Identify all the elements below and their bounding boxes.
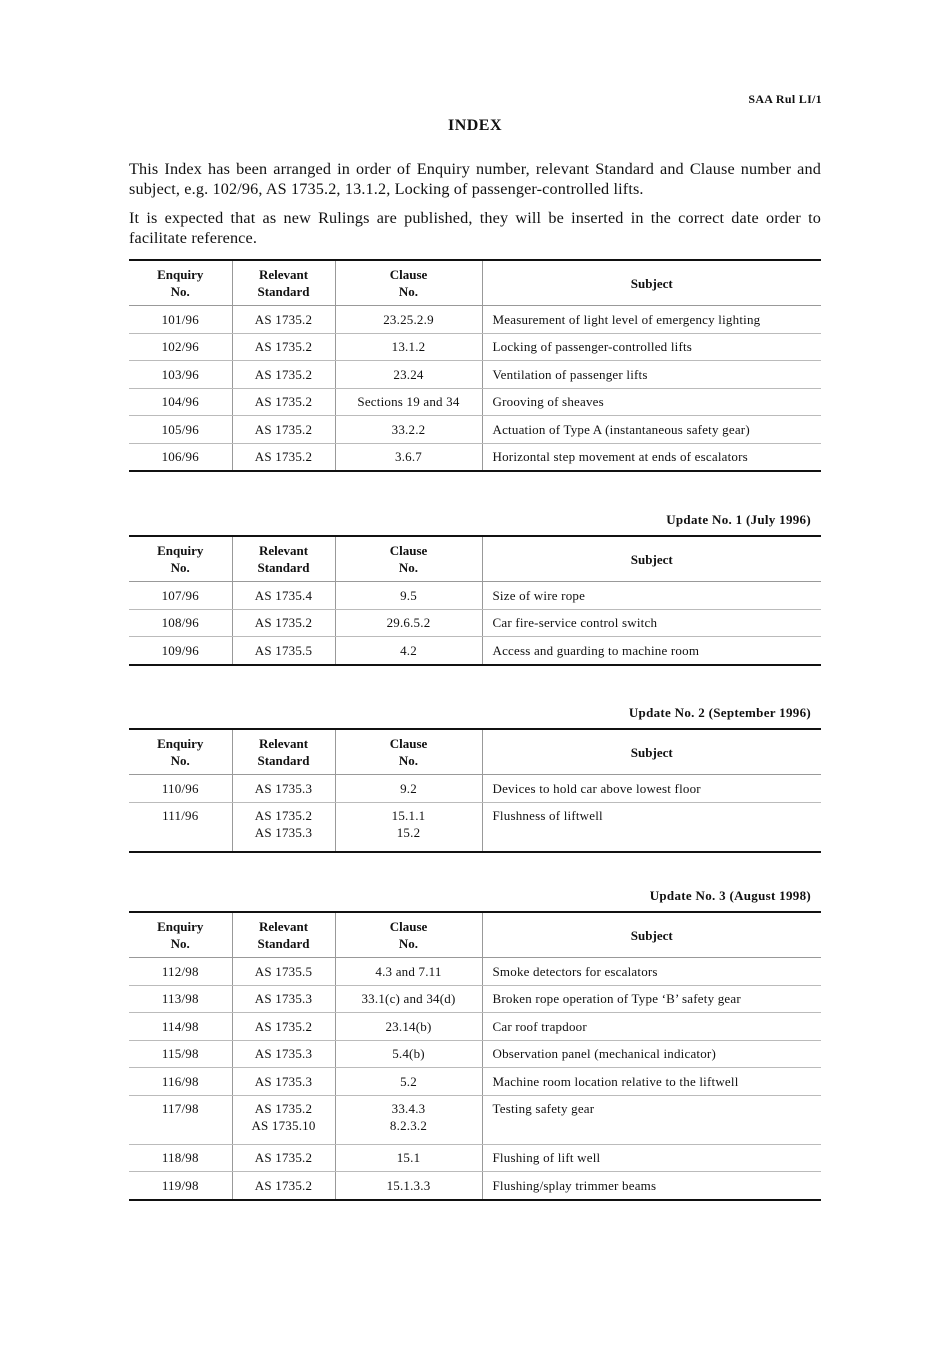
enquiry-cell: 112/98 <box>129 958 232 986</box>
subject-cell: Grooving of sheaves <box>482 388 821 416</box>
clause-cell: Sections 19 and 34 <box>335 388 482 416</box>
column-header-enquiry: Enquiry No. <box>129 729 232 775</box>
clause-cell: 33.2.2 <box>335 416 482 444</box>
page-title: INDEX <box>447 117 503 134</box>
standard-cell: AS 1735.5 <box>232 637 335 665</box>
table-row <box>129 1013 821 1041</box>
update-label: Update No. 3 (August 1998) <box>649 888 811 903</box>
clause-cell: 29.6.5.2 <box>335 609 482 637</box>
enquiry-cell: 115/98 <box>129 1040 232 1068</box>
subject-cell: Smoke detectors for escalators <box>482 958 821 986</box>
standard-cell: AS 1735.2 <box>232 416 335 444</box>
enquiry-cell: 117/98 <box>129 1095 232 1144</box>
table-row <box>129 609 821 637</box>
subject-cell: Access and guarding to machine room <box>482 637 821 665</box>
standard-cell: AS 1735.2 <box>232 443 335 471</box>
subject-cell: Locking of passenger-controlled lifts <box>482 333 821 361</box>
standard-cell: AS 1735.4 <box>232 582 335 610</box>
table-row <box>129 958 821 986</box>
table-row <box>129 361 821 389</box>
subject-cell: Machine room location relative to the liftwell <box>482 1068 821 1096</box>
subject-cell: Ventilation of passenger lifts <box>482 361 821 389</box>
subject-cell: Devices to hold car above lowest floor <box>482 775 821 803</box>
header-row <box>129 912 821 958</box>
clause-cell: 23.25.2.9 <box>335 306 482 334</box>
table-row <box>129 1068 821 1096</box>
enquiry-cell: 106/96 <box>129 443 232 471</box>
table-row <box>129 388 821 416</box>
table-row <box>129 333 821 361</box>
enquiry-cell: 109/96 <box>129 637 232 665</box>
enquiry-cell: 119/98 <box>129 1172 232 1200</box>
update-label: Update No. 2 (September 1996) <box>628 705 811 720</box>
enquiry-cell: 111/96 <box>129 802 232 852</box>
clause-cell: 23.14(b) <box>335 1013 482 1041</box>
standard-cell: AS 1735.2 <box>232 609 335 637</box>
header-row <box>129 260 821 306</box>
clause-cell: 15.1 <box>335 1144 482 1172</box>
table-row <box>129 443 821 471</box>
enquiry-cell: 107/96 <box>129 582 232 610</box>
column-header-standard: Relevant Standard <box>232 260 335 306</box>
column-header-standard: Relevant Standard <box>232 912 335 958</box>
enquiry-cell: 114/98 <box>129 1013 232 1041</box>
column-header-subject: Subject <box>482 729 821 775</box>
table-row <box>129 416 821 444</box>
table-row <box>129 582 821 610</box>
standard-cell: AS 1735.2 AS 1735.10 <box>232 1095 335 1144</box>
clause-cell: 9.5 <box>335 582 482 610</box>
standard-cell: AS 1735.2 <box>232 333 335 361</box>
subject-cell: Testing safety gear <box>482 1095 821 1144</box>
subject-cell: Car fire-service control switch <box>482 609 821 637</box>
column-header-clause: Clause No. <box>335 912 482 958</box>
intro-paragraph-1: This Index has been arranged in order of Enquiry number, relevant Standard and Clause number and subject, e.g. 102/96, AS 1735.2, 13.1.2, Locking of passenger-controlled lifts. <box>129 160 821 198</box>
table-row <box>129 802 821 852</box>
standard-cell: AS 1735.2 <box>232 361 335 389</box>
enquiry-cell: 105/96 <box>129 416 232 444</box>
column-header-clause: Clause No. <box>335 260 482 306</box>
table-row <box>129 1095 821 1144</box>
standard-cell: AS 1735.3 <box>232 985 335 1013</box>
clause-cell: 15.1.1 15.2 <box>335 802 482 852</box>
enquiry-cell: 102/96 <box>129 333 232 361</box>
clause-cell: 5.2 <box>335 1068 482 1096</box>
table-row <box>129 1144 821 1172</box>
column-header-enquiry: Enquiry No. <box>129 912 232 958</box>
enquiry-cell: 103/96 <box>129 361 232 389</box>
subject-cell: Flushness of liftwell <box>482 802 821 852</box>
header-row <box>129 536 821 582</box>
header-row <box>129 729 821 775</box>
subject-cell: Broken rope operation of Type ‘B’ safety gear <box>482 985 821 1013</box>
standard-cell: AS 1735.3 <box>232 1068 335 1096</box>
enquiry-cell: 104/96 <box>129 388 232 416</box>
table-row <box>129 1040 821 1068</box>
clause-cell: 9.2 <box>335 775 482 803</box>
enquiry-cell: 101/96 <box>129 306 232 334</box>
standard-cell: AS 1735.2 <box>232 1144 335 1172</box>
column-header-clause: Clause No. <box>335 729 482 775</box>
column-header-enquiry: Enquiry No. <box>129 260 232 306</box>
index-table <box>129 911 821 1201</box>
subject-cell: Flushing of lift well <box>482 1144 821 1172</box>
enquiry-cell: 113/98 <box>129 985 232 1013</box>
subject-cell: Actuation of Type A (instantaneous safety gear) <box>482 416 821 444</box>
clause-cell: 5.4(b) <box>335 1040 482 1068</box>
clause-cell: 33.1(c) and 34(d) <box>335 985 482 1013</box>
clause-cell: 33.4.3 8.2.3.2 <box>335 1095 482 1144</box>
clause-cell: 4.3 and 7.11 <box>335 958 482 986</box>
standard-cell: AS 1735.5 <box>232 958 335 986</box>
clause-cell: 3.6.7 <box>335 443 482 471</box>
column-header-subject: Subject <box>482 260 821 306</box>
document-reference: SAA Rul LI/1 <box>748 92 822 106</box>
subject-cell: Measurement of light level of emergency lighting <box>482 306 821 334</box>
clause-cell: 15.1.3.3 <box>335 1172 482 1200</box>
standard-cell: AS 1735.2 AS 1735.3 <box>232 802 335 852</box>
standard-cell: AS 1735.2 <box>232 1172 335 1200</box>
subject-cell: Observation panel (mechanical indicator) <box>482 1040 821 1068</box>
index-table <box>129 535 821 666</box>
standard-cell: AS 1735.2 <box>232 306 335 334</box>
column-header-enquiry: Enquiry No. <box>129 536 232 582</box>
intro-paragraph-2: It is expected that as new Rulings are published, they will be inserted in the correct date order to facilitate reference. <box>129 209 821 247</box>
enquiry-cell: 116/98 <box>129 1068 232 1096</box>
column-header-standard: Relevant Standard <box>232 536 335 582</box>
enquiry-cell: 110/96 <box>129 775 232 803</box>
clause-cell: 4.2 <box>335 637 482 665</box>
subject-cell: Horizontal step movement at ends of escalators <box>482 443 821 471</box>
column-header-subject: Subject <box>482 536 821 582</box>
subject-cell: Car roof trapdoor <box>482 1013 821 1041</box>
clause-cell: 23.24 <box>335 361 482 389</box>
standard-cell: AS 1735.3 <box>232 1040 335 1068</box>
column-header-clause: Clause No. <box>335 536 482 582</box>
enquiry-cell: 108/96 <box>129 609 232 637</box>
index-table <box>129 259 821 472</box>
column-header-subject: Subject <box>482 912 821 958</box>
standard-cell: AS 1735.2 <box>232 1013 335 1041</box>
standard-cell: AS 1735.2 <box>232 388 335 416</box>
enquiry-cell: 118/98 <box>129 1144 232 1172</box>
update-label: Update No. 1 (July 1996) <box>666 512 811 527</box>
table-row <box>129 985 821 1013</box>
clause-cell: 13.1.2 <box>335 333 482 361</box>
table-row <box>129 637 821 665</box>
table-row <box>129 306 821 334</box>
table-row <box>129 1172 821 1200</box>
standard-cell: AS 1735.3 <box>232 775 335 803</box>
table-row <box>129 775 821 803</box>
index-table <box>129 728 821 853</box>
subject-cell: Size of wire rope <box>482 582 821 610</box>
subject-cell: Flushing/splay trimmer beams <box>482 1172 821 1200</box>
column-header-standard: Relevant Standard <box>232 729 335 775</box>
